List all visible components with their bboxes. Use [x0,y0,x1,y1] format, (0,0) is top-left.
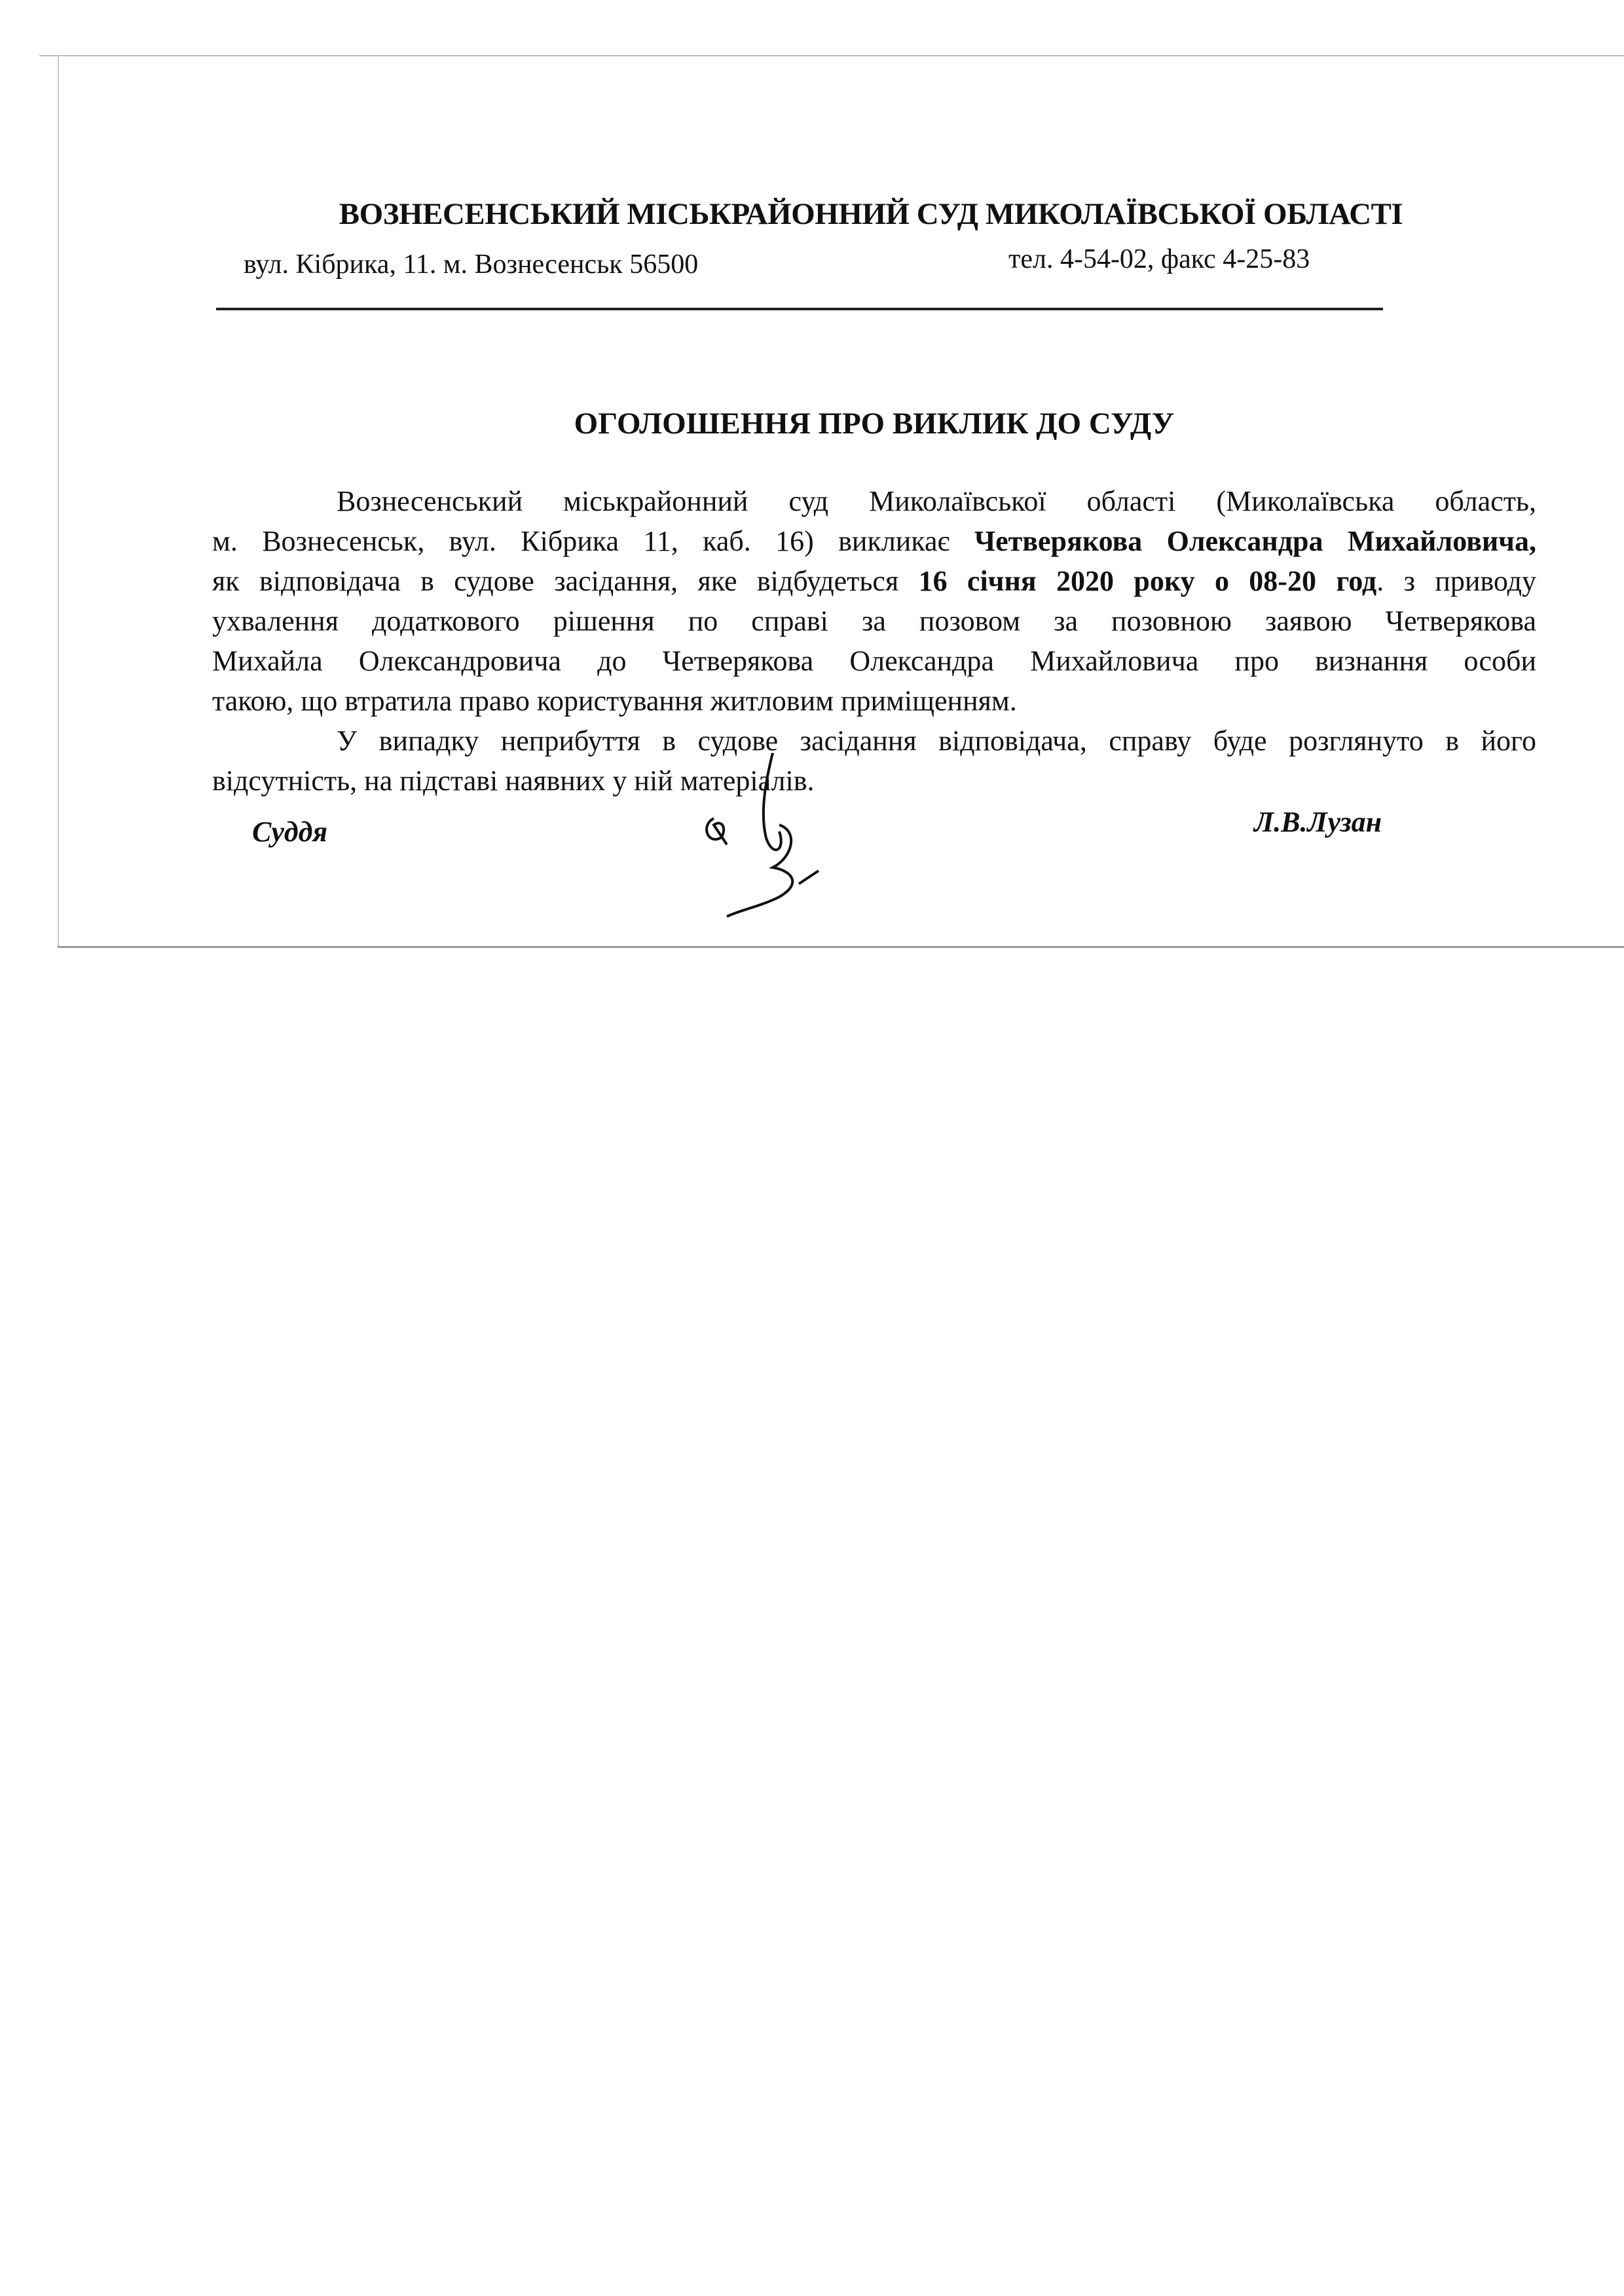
body-line: Вознесенський міськрайонний суд Миколаївської області (Миколаївська область, [337,485,1536,517]
scan-edge-top [39,55,1624,56]
judge-label: Суддя [252,816,328,848]
body-text: м. Вознесенськ, вул. Кібрика 11, каб. 16) викликає [212,525,974,557]
court-phone: тел. 4-54-02, факс 4-25-83 [1008,244,1310,274]
scan-edge-left [58,55,59,947]
defendant-name: Четверякова Олександра Михайловича, [974,525,1536,557]
court-name: ВОЗНЕСЕНСЬКИЙ МІСЬКРАЙОННИЙ СУД МИКОЛАЇВСЬКОЇ ОБЛАСТІ [339,197,1403,231]
court-address: вул. Кібрика, 11. м. Вознесенськ 56500 [244,249,699,280]
document-title: ОГОЛОШЕННЯ ПРО ВИКЛИК ДО СУДУ [574,407,1175,441]
body-line: Михайла Олександровича до Четверякова Олександра Михайловича про визнання особи [212,645,1536,677]
body-line [212,561,1536,601]
body-text: як відповідача в судове засідання, яке відбудеться [212,565,919,597]
body-line [212,521,1536,561]
body-line: ухвалення додаткового рішення по справі за позовом за позовною заявою Четверякова [212,605,1536,637]
header-divider [216,308,1383,310]
body-text: . з приводу [1376,565,1536,597]
hearing-datetime: 16 січня 2020 року о 08-20 год [918,565,1377,597]
body-line: відсутність, на підставі наявних у ній матеріалів. [212,765,815,797]
judge-name: Л.В.Лузан [1254,806,1382,838]
handwritten-signature [688,753,884,923]
body-line: У випадку неприбуття в судове засідання відповідача, справу буде розглянуто в його [337,725,1536,757]
body-line: такою, що втратила право користування житловим приміщенням. [212,685,1017,717]
scan-edge-bottom [58,946,1624,948]
